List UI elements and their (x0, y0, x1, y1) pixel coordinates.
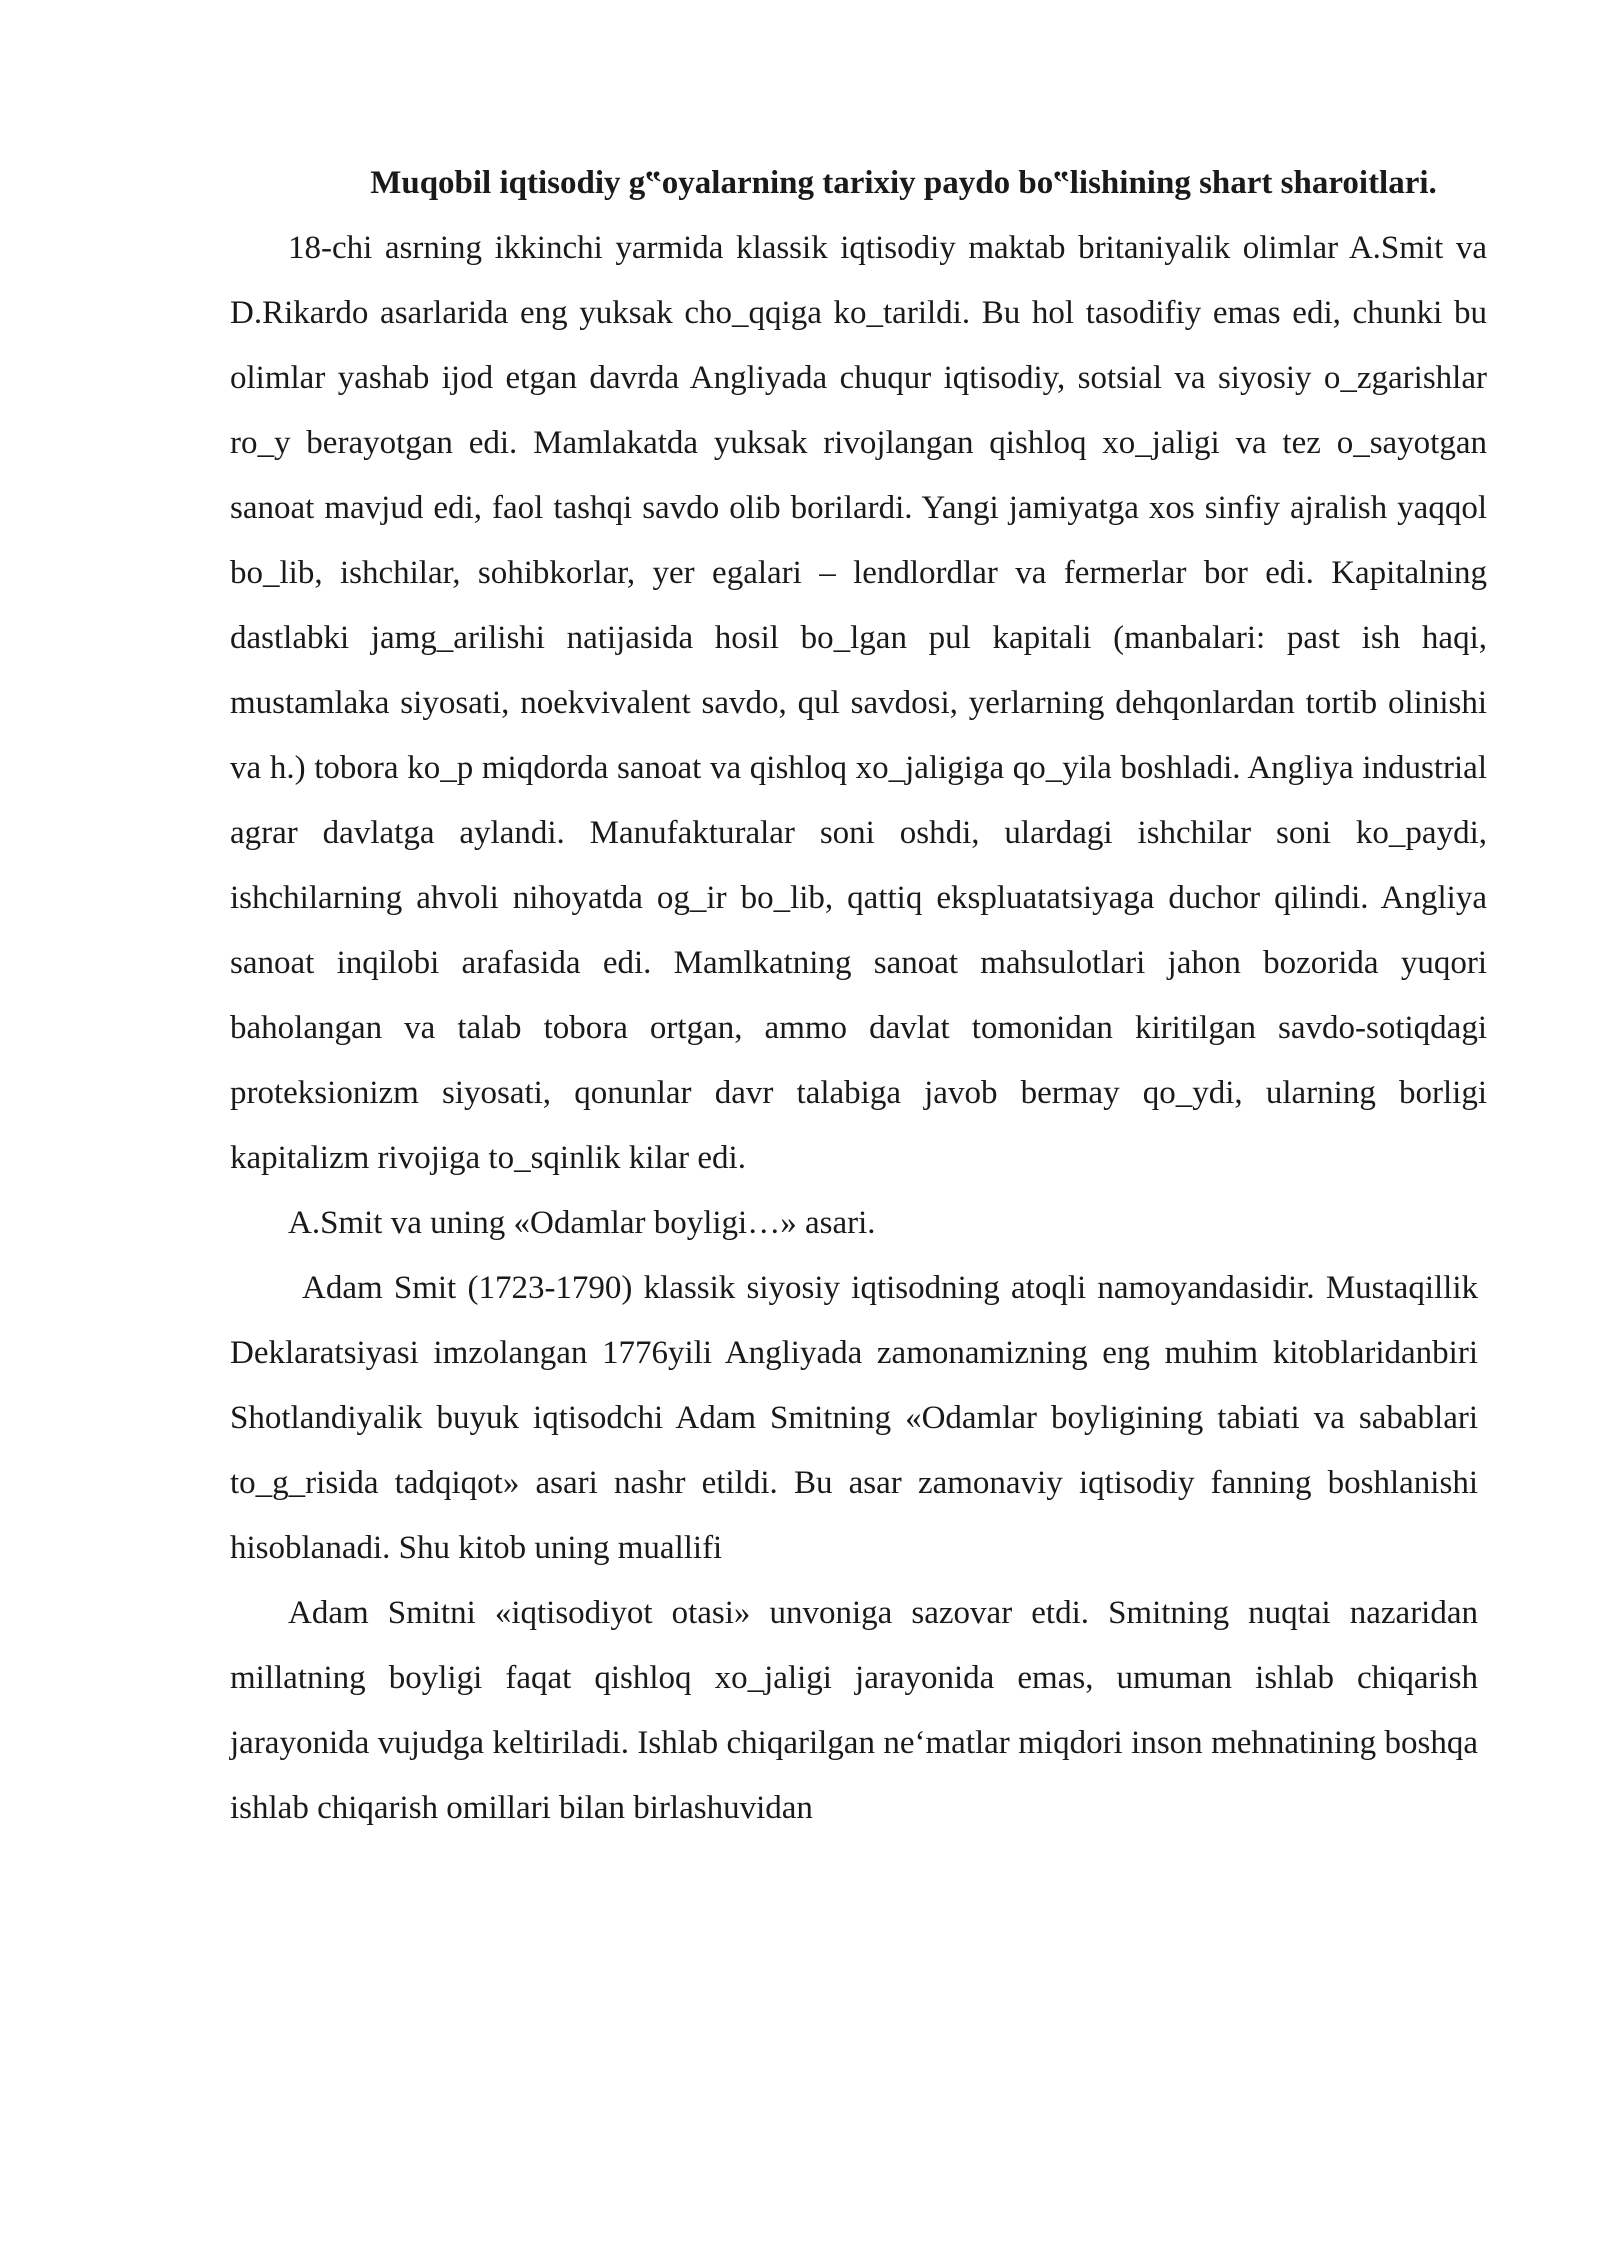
document-body (230, 150, 1487, 1841)
paragraph-background: 18-chi asrning ikkinchi yarmida klassik iqtisodiy maktab britaniyalik olimlar A.Smit va D.Rikardo asarlarida eng yuksak cho_qqiga ko_tarildi. Bu hol tasodifiy emas edi, chunki bu olimlar yashab ijod etgan davrda Angliyada chuqur iqtisodiy, sotsial va siyosiy o_zgarishlar ro_y berayotgan edi. Mamlakatda yuksak rivojlangan qishloq xo_jaligi va tez o_sayotgan sanoat mavjud edi, faol tashqi savdo olib borilardi. Yangi jamiyatga xos sinfiy ajralish yaqqol bo_lib, ishchilar, sohibkorlar, yer egalari – lendlordlar va fermerlar bor edi. Kapitalning dastlabki jamg_arilishi natijasida hosil bo_lgan pul kapitali (manbalari: past ish haqi, mustamlaka siyosati, noekvivalent savdo, qul savdosi, yerlarning dehqonlardan tortib olinishi va h.) tobora ko_p miqdorda sanoat va qishloq xo_jaligiga qo_yila boshladi. Angliya industrial agrar davlatga aylandi. Manufakturalar soni oshdi, ulardagi ishchilar soni ko_paydi, ishchilarning ahvoli nihoyatda og_ir bo_lib, qattiq ekspluatatsiyaga duchor qilindi. Angliya sanoat inqilobi arafasida edi. Mamlkatning sanoat mahsulotlari jahon bozorida yuqori baholangan va talab tobora ortgan, ammo davlat tomonidan kiritilgan savdo-sotiqdagi proteksionizm siyosati, qonunlar davr talabiga javob bermay qo_ydi, ularning borligi kapitalizm rivojiga to_sqinlik kilar edi. (230, 230, 1487, 1176)
paragraph-adam-smith: Adam Smit (1723-1790) klassik siyosiy iqtisodning atoqli namoyandasidir. Mustaqillik Deklaratsiyasi imzolangan 1776yili Angliyada zamonamizning eng muhim kitoblaridanbiri Shotlandiyalik buyuk iqtisodchi Adam Smitning «Odamlar boyligining tabiati va sabablari to_g_risida tadqiqot» asari nashr etildi. Bu asar zamonaviy iqtisodiy fanning boshlanishi hisoblanadi. Shu kitob uning muallifi (230, 1270, 1478, 1566)
paragraph-wealth-of-nations: Adam Smitni «iqtisodiyot otasi» unvoniga sazovar etdi. Smitning nuqtai nazaridan millatning boyligi faqat qishloq xo_jaligi jarayonida emas, umuman ishlab chiqarish jarayonida vujudga keltiriladi. Ishlab chiqarilgan ne‘matlar miqdori inson mehnatining boshqa ishlab chiqarish omillari bilan birlashuvidan (230, 1595, 1478, 1826)
section-heading-smith: A.Smit va uning «Odamlar boyligi…» asari. (288, 1205, 876, 1241)
document-title: Muqobil iqtisodiy g‟oyalarning tarixiy paydo bo‟lishining shart sharoitlari. (370, 165, 1437, 201)
